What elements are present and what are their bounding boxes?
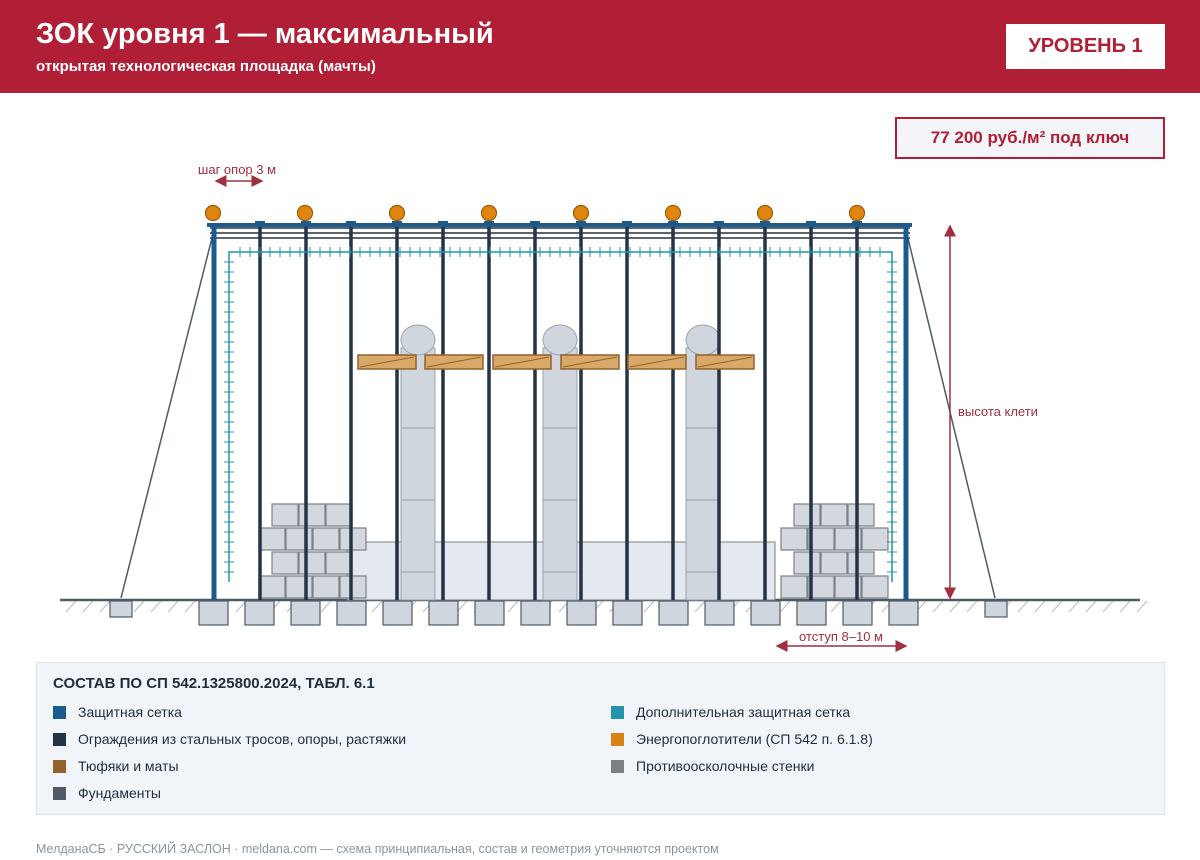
hatch-mark [644,601,654,612]
mast-top-1 [401,325,435,355]
legend-label: Ограждения из стальных тросов, опоры, растяжки [78,731,407,747]
legend-swatch [53,787,66,800]
brick [313,528,339,550]
brick [862,576,888,598]
hatch-mark [1018,601,1028,612]
brick [781,528,807,550]
hatch-mark [933,601,943,612]
brick [272,504,298,526]
anchor-block-left [110,601,132,617]
foundation-block [245,601,274,625]
energy-absorber [574,206,589,221]
hatch-mark [1086,601,1096,612]
brick [326,552,352,574]
page-subtitle: открытая технологическая площадка (мачты) [36,58,376,75]
hatch-mark [508,601,518,612]
brick [848,504,874,526]
hatch-mark [83,601,93,612]
hatch-mark [168,601,178,612]
brick [272,552,298,574]
energy-absorber [850,206,865,221]
hatch-mark [695,601,705,612]
post-cap [346,221,356,226]
legend-item-additional-mesh [611,704,850,720]
mast-top-2 [543,325,577,355]
foundation-block [797,601,826,625]
mast-2 [543,348,577,600]
hatch-mark [1137,601,1147,612]
brick [299,552,325,574]
foundation-block [613,601,642,625]
post-spacing-label: шаг опор 3 м [197,162,277,177]
mast-1 [401,348,435,600]
foundation-block [521,601,550,625]
legend-label: Дополнительная защитная сетка [636,704,851,720]
energy-absorber [666,206,681,221]
brick [821,552,847,574]
hatch-mark [950,601,960,612]
level-badge: УРОВЕНЬ 1 [1006,24,1165,69]
energy-absorber [390,206,405,221]
legend-label: Энергопоглотители (СП 542 п. 6.1.8) [636,731,873,747]
hatch-mark [967,601,977,612]
legend-swatch [611,706,624,719]
page-title: ЗОК уровня 1 — максимальный [36,18,494,50]
energy-absorber [206,206,221,221]
legend-swatch [53,733,66,746]
post-cap [484,221,494,226]
foundation-block [291,601,320,625]
antifragment-wall-right [781,504,888,598]
brick [299,504,325,526]
brick [340,528,366,550]
legend-label: Противоосколочные стенки [636,758,815,774]
hatch-mark [1052,601,1062,612]
offset-label: отступ 8–10 м [799,629,883,644]
hatch-mark [1103,601,1113,612]
foundation-block [705,601,734,625]
foundation-block [337,601,366,625]
hatch-mark [372,601,382,612]
anchor-block-right [985,601,1007,617]
brick [821,504,847,526]
legend-swatch [611,733,624,746]
foundation-block [567,601,596,625]
foundation-block [383,601,412,625]
legend-label: Тюфяки и маты [78,758,179,774]
post-cap [438,221,448,226]
post-cap [760,221,770,226]
legend-item-protective-mesh [53,704,182,720]
brick [259,528,285,550]
price-box: 77 200 руб./м² под ключ [895,117,1165,159]
legend-swatch [53,706,66,719]
brick [862,528,888,550]
post-cap [852,221,862,226]
legend-label: Защитная сетка [78,704,182,720]
hatch-mark [1120,601,1130,612]
hatch-mark [1035,601,1045,612]
brick [286,528,312,550]
post-cap [576,221,586,226]
brick [313,576,339,598]
foundation-block [475,601,504,625]
brick [781,576,807,598]
mast-3 [686,348,720,600]
post-cap [530,221,540,226]
foundation-block [429,601,458,625]
legend-item-antifragment-walls [611,758,814,774]
legend-item-energy-absorbers [611,731,873,747]
cage-height-label: высота клети [958,404,1038,419]
energy-absorber [758,206,773,221]
legend-item-mattresses [53,758,179,774]
post-cap [255,221,265,226]
brick [848,552,874,574]
hatch-mark [100,601,110,612]
legend-panel [36,662,1165,815]
post-cap [392,221,402,226]
hatch-mark [134,601,144,612]
post-cap [622,221,632,226]
brick [326,504,352,526]
foundation-block [843,601,872,625]
hatch-mark [780,601,790,612]
foundation-block [659,601,688,625]
brick [286,576,312,598]
hatch-mark [831,601,841,612]
mast-top-3 [686,325,720,355]
hatch-mark [185,601,195,612]
post-cap [806,221,816,226]
post-cap [301,221,311,226]
foundation-block [751,601,780,625]
post-cap [714,221,724,226]
brick [259,576,285,598]
legend-swatch [611,760,624,773]
foundation-block [889,601,918,625]
footer-note: МелданаСБ · РУССКИЙ ЗАСЛОН · meldana.com — схема принципиальная, состав и геометрия уточняются проектом [36,842,719,856]
hatch-mark [151,601,161,612]
brick [794,552,820,574]
brick [340,576,366,598]
hatch-mark [66,601,76,612]
energy-absorber [482,206,497,221]
guy-rope-left [121,230,214,598]
energy-absorbers [206,206,865,221]
legend-title: СОСТАВ ПО СП 542.1325800.2024, ТАБЛ. 6.1 [53,675,375,692]
hatch-mark [321,601,331,612]
brick [794,504,820,526]
post-cap [668,221,678,226]
foundations [110,601,1007,625]
energy-absorber [298,206,313,221]
hatch-mark [1069,601,1079,612]
legend-item-cable-fences [53,731,406,747]
legend-label: Фундаменты [78,785,161,801]
legend-item-foundations [53,785,161,801]
legend-swatch [53,760,66,773]
foundation-block [199,601,228,625]
